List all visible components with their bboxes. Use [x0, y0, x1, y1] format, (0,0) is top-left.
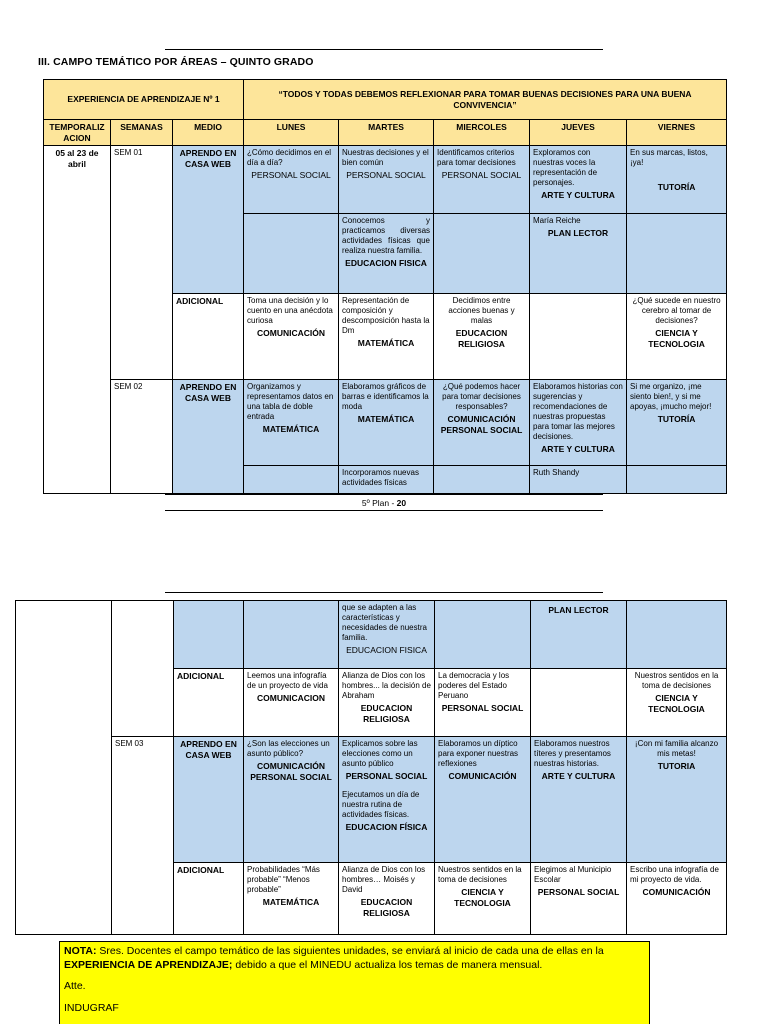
page-2-top-rule: [165, 592, 603, 593]
lesson-topic: Ejecutamos un día de nuestra rutina de actividades físicas.: [342, 789, 420, 819]
lesson-topic: Probabilidades “Más probable” “Menos probable”: [247, 865, 320, 894]
lesson-cell: [627, 737, 727, 863]
lesson-cell-empty: [434, 466, 530, 494]
area-label: PERSONAL SOCIAL: [345, 771, 428, 781]
lesson-cell: [244, 380, 339, 466]
lesson-cell-empty: [244, 466, 339, 494]
lesson-topic: Alianza de Dios con los hombres... la decisión de Abraham: [342, 671, 431, 700]
lesson-cell-empty: [531, 669, 627, 737]
lesson-topic: Nuestros sentidos en la toma de decisiones: [438, 865, 522, 884]
area-label: EDUCACION FISICA: [346, 645, 427, 655]
top-rule: [165, 49, 603, 50]
note-text-part-2: debido a que el MINEDU actualiza los temas de manera mensual.: [232, 958, 543, 971]
page-number: [0, 498, 768, 508]
lesson-topic: Elaboramos nuestros títeres y presentamos nuestras historias.: [534, 739, 611, 768]
area-label: TUTORIA: [657, 761, 696, 771]
lesson-cell: [530, 466, 627, 494]
lesson-cell: [339, 737, 435, 863]
area-label: EDUCACION RELIGIOSA: [360, 703, 413, 724]
medio-aprendo: APRENDO EN CASA WEB: [174, 737, 244, 863]
lesson-topic: Si me organizo, ¡me siento bien!, y si me apoyas, ¡mucho mejor!: [630, 382, 712, 412]
lesson-cell: [339, 466, 434, 494]
lesson-cell: [244, 146, 339, 214]
lesson-cell: [435, 737, 531, 863]
lesson-topic: Elaboramos gráficos de barras e identificamos la moda: [342, 382, 429, 412]
lesson-cell-empty: [627, 601, 727, 669]
lesson-cell: [244, 863, 339, 935]
lesson-cell: [530, 146, 627, 214]
lesson-cell: [339, 380, 434, 466]
area-label: EDUCACION FÍSICA: [345, 821, 428, 832]
lesson-cell: [530, 214, 627, 294]
lesson-cell: [627, 380, 727, 466]
lesson-cell: [244, 669, 339, 737]
col-medio: MEDIO: [173, 120, 244, 146]
note-signature: INDUGRAF: [64, 1001, 119, 1014]
area-label: PERSONAL SOCIAL: [251, 170, 331, 181]
lesson-topic: Leemos una infografía de un proyecto de vida: [247, 671, 328, 690]
lesson-topic: En sus marcas, listos, ¡ya!: [630, 148, 708, 168]
lesson-topic: Alianza de Dios con los hombres… Moisés y David: [342, 865, 426, 894]
area-label: ARTE Y CULTURA: [541, 444, 615, 455]
lesson-cell-empty: [244, 601, 339, 669]
area-label: COMUNICACIÓN: [642, 887, 711, 897]
lesson-cell: [339, 294, 434, 380]
lesson-topic: Nuestros sentidos en la toma de decisiones: [634, 671, 719, 690]
lesson-topic: Conocemos y practicamos diversas actividades físicas que realiza nuestra familia.: [342, 216, 431, 256]
lesson-cell-empty: [627, 466, 727, 494]
lesson-cell: [339, 601, 435, 669]
area-label: PERSONAL SOCIAL: [441, 170, 522, 181]
lesson-topic: Representación de composición y descomposición hasta la Dm: [342, 296, 430, 336]
area-label: MATEMÁTICA: [262, 424, 320, 435]
page-number-prefix: 5º Plan -: [361, 498, 397, 508]
col-viernes: VIERNES: [627, 120, 727, 146]
lesson-cell: [339, 669, 435, 737]
lesson-cell-empty: [434, 214, 530, 294]
note-text-part-1: Sres. Docentes el campo temático de las siguientes unidades, se enviará al inicio de cada una de ellas en la: [96, 945, 604, 957]
lesson-cell: [531, 863, 627, 935]
lesson-cell: [627, 863, 727, 935]
area-label: COMUNICACION: [257, 693, 325, 703]
area-label: PERSONAL SOCIAL: [537, 887, 620, 897]
medio-adicional: ADICIONAL: [173, 294, 244, 380]
area-label: EDUCACION FISICA: [345, 258, 427, 269]
medio-adicional: ADICIONAL: [174, 669, 244, 737]
lesson-topic: ¿Qué podemos hacer para tomar decisiones responsables?: [442, 382, 521, 412]
area-label: ARTE Y CULTURA: [541, 771, 616, 781]
lesson-cell: [434, 146, 530, 214]
lesson-cell: [244, 737, 339, 863]
lesson-cell: [435, 669, 531, 737]
area-label: EDUCACION RELIGIOSA: [455, 328, 508, 349]
lesson-topic: Toma una decisión y lo cuento en una anécdota curiosa: [247, 296, 333, 326]
col-jueves: JUEVES: [530, 120, 627, 146]
lesson-topic: Nuestras decisiones y el bien común: [342, 148, 429, 168]
temporalizacion-cell: 05 al 23 de abril: [44, 146, 111, 494]
page-1-footer-rule: [165, 510, 603, 511]
lesson-topic: ¿Cómo decidimos en el día a día?: [247, 148, 332, 168]
schedule-table-page-2: [15, 600, 727, 935]
medio-aprendo: APRENDO EN CASA WEB: [173, 380, 244, 494]
area-label: COMUNICACIÓN PERSONAL SOCIAL: [250, 761, 332, 782]
lesson-cell: [531, 737, 627, 863]
week-label: SEM 03: [112, 737, 174, 935]
lesson-topic: Elegimos al Municipio Escolar: [534, 865, 612, 884]
lesson-cell-empty: [435, 601, 531, 669]
area-label: PLAN LECTOR: [547, 228, 609, 239]
lesson-cell-empty: [530, 294, 627, 380]
section-title: III. CAMPO TEMÁTICO POR ÁREAS – QUINTO GRADO: [38, 56, 314, 68]
area-label: CIENCIA Y TECNOLOGIA: [648, 328, 705, 349]
area-label: COMUNICACIÓN PERSONAL SOCIAL: [440, 414, 523, 435]
medio-aprendo: APRENDO EN CASA WEB: [173, 146, 244, 294]
area-label: CIENCIA Y TECNOLOGIA: [454, 887, 511, 908]
lesson-topic: Incorporamos nuevas actividades físicas: [342, 468, 419, 488]
lesson-topic: Explicamos sobre las elecciones como un asunto público: [342, 739, 418, 768]
lesson-topic: María Reiche: [533, 216, 581, 226]
lesson-topic: ¿Qué sucede en nuestro cerebro al tomar de decisiones?: [632, 296, 721, 326]
note-label: NOTA:: [64, 945, 97, 957]
col-semanas: SEMANAS: [111, 120, 173, 146]
medio-adicional: ADICIONAL: [174, 863, 244, 935]
col-temporalizacion: TEMPORALIZ ACION: [44, 120, 111, 146]
lesson-topic: Identificamos criterios para tomar decisiones: [437, 148, 516, 168]
lesson-cell: [435, 863, 531, 935]
lesson-topic: ¿Son las elecciones un asunto público?: [247, 739, 330, 758]
lesson-cell: [434, 380, 530, 466]
area-label: MATEMÁTICA: [357, 414, 415, 425]
lesson-cell-empty: [627, 214, 727, 294]
week-label: SEM 02: [111, 380, 173, 494]
lesson-topic: Organizamos y representamos datos en una tabla de doble entrada: [247, 382, 334, 422]
lesson-cell: [244, 294, 339, 380]
lesson-cell: [531, 601, 627, 669]
area-label: MATEMÁTICA: [357, 338, 415, 349]
area-label: MATEMÁTICA: [262, 897, 320, 907]
lesson-topic: La democracia y los poderes del Estado Peruano: [438, 671, 510, 700]
note-atte: Atte.: [64, 980, 86, 993]
note-text: [64, 945, 645, 972]
note-box: [59, 941, 650, 1024]
temporalizacion-cell-continued: [16, 601, 112, 935]
col-miercoles: MIERCOLES: [434, 120, 530, 146]
lesson-topic: Decidimos entre acciones buenas y malas: [448, 296, 515, 326]
page-number-value: 20: [396, 498, 407, 508]
area-label: PERSONAL SOCIAL: [346, 170, 426, 181]
lesson-topic: Ruth Shandy: [533, 468, 580, 478]
week-label: SEM 01: [111, 146, 173, 380]
experience-quote: “TODOS Y TODAS DEBEMOS REFLEXIONAR PARA TOMAR BUENAS DECISIONES PARA UNA BUENA CONVIVENCIA”: [244, 80, 727, 120]
lesson-topic: Exploramos con nuestras voces la representación de personajes.: [533, 148, 598, 188]
area-label: CIENCIA Y TECNOLOGIA: [648, 693, 705, 714]
schedule-table-page-1: [43, 79, 727, 494]
col-martes: MARTES: [339, 120, 434, 146]
area-label: PLAN LECTOR: [548, 605, 609, 615]
week-cell-continued: [112, 601, 174, 737]
lesson-topic: que se adapten a las características y necesidades de nuestra familia.: [342, 603, 427, 642]
lesson-topic: ¡Con mi familia alcanzo mis metas!: [634, 739, 719, 758]
lesson-cell: [339, 863, 435, 935]
lesson-cell: [434, 294, 530, 380]
lesson-cell: [339, 214, 434, 294]
lesson-topic: Escribo una infografía de mi proyecto de vida.: [630, 865, 719, 884]
area-label: TUTORÍA: [657, 414, 696, 425]
note-highlight: EXPERIENCIA DE APRENDIZAJE;: [64, 958, 233, 971]
col-lunes: LUNES: [244, 120, 339, 146]
lesson-cell: [627, 294, 727, 380]
page-1-bottom-rule: [165, 494, 603, 495]
lesson-cell: [530, 380, 627, 466]
lesson-topic: Elaboramos historias con sugerencias y recomendaciones de nuestras propuestas para tomar las mejores decisiones.: [533, 382, 623, 442]
area-label: COMUNICACIÓN: [257, 328, 326, 339]
lesson-topic: Elaboramos un díptico para exponer nuestras reflexiones: [438, 739, 519, 768]
lesson-cell-empty: [244, 214, 339, 294]
area-label: EDUCACION RELIGIOSA: [360, 897, 413, 918]
lesson-cell: [627, 146, 727, 214]
lesson-cell: [339, 146, 434, 214]
area-label: COMUNICACIÓN: [448, 771, 517, 781]
experience-title: EXPERIENCIA DE APRENDIZAJE Nº 1: [44, 80, 244, 120]
area-label: PERSONAL SOCIAL: [441, 703, 524, 713]
area-label: ARTE Y CULTURA: [541, 190, 615, 201]
medio-cell-continued: [174, 601, 244, 669]
lesson-cell: [627, 669, 727, 737]
area-label: TUTORÍA: [657, 182, 696, 193]
